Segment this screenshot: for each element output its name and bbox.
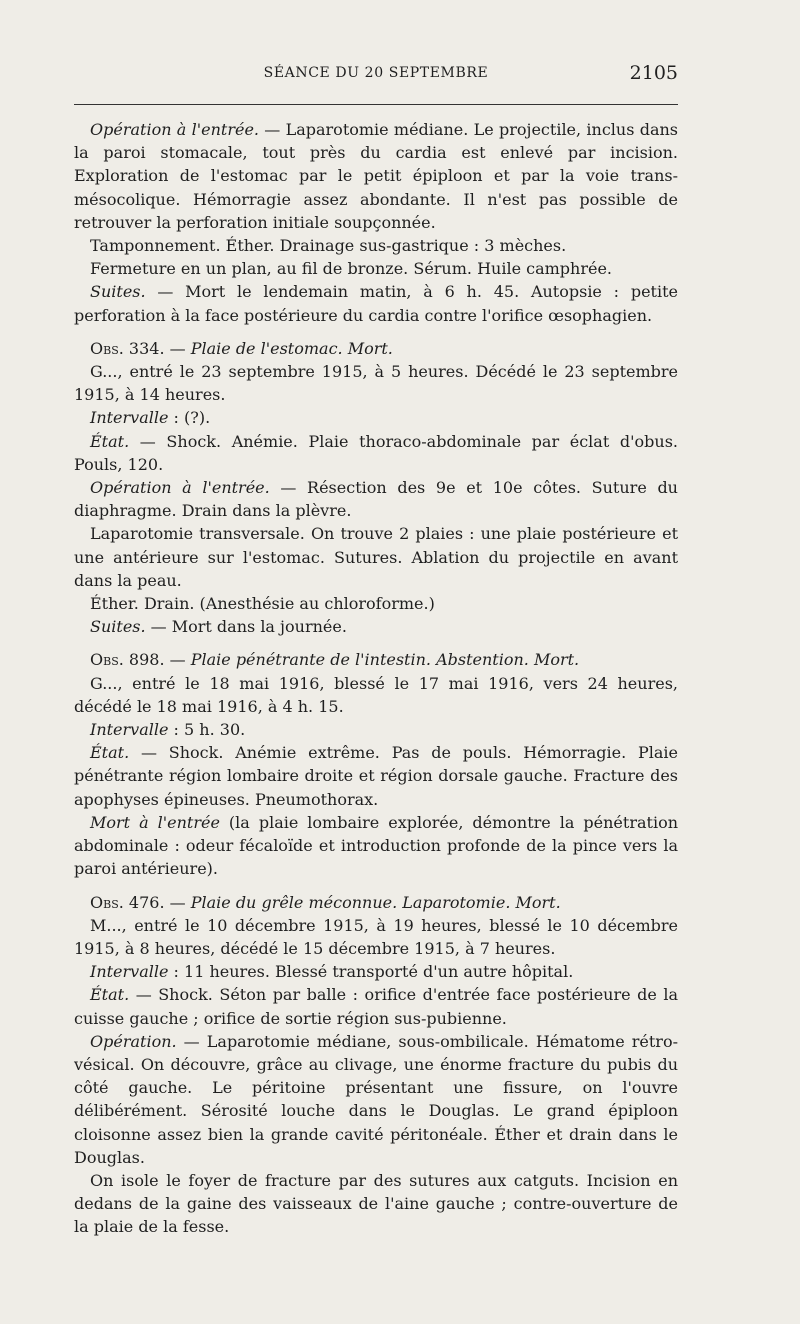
observation-title: Plaie de l'estomac. Mort. bbox=[190, 338, 393, 358]
paragraph-label: Suites. bbox=[90, 617, 146, 637]
paragraph-text: Éther. Drain. (Anesthésie au chloroforme.) bbox=[90, 594, 435, 614]
paragraph-label: Opération à l'entrée. bbox=[90, 478, 270, 498]
paragraph bbox=[74, 1169, 678, 1239]
paragraph-text: : 5 h. 30. bbox=[168, 720, 246, 740]
paragraph bbox=[74, 811, 678, 881]
paragraph bbox=[74, 430, 678, 476]
paragraph-label: Mort à l'entrée bbox=[90, 812, 220, 832]
paragraph-text: — bbox=[164, 892, 191, 912]
paragraph-label: Intervalle bbox=[90, 408, 169, 428]
observation-heading bbox=[74, 891, 678, 914]
paragraph bbox=[74, 280, 678, 326]
paragraph-text: — Shock. Anémie. Plaie thoraco-abdominale par éclat d'obus. Pouls, 120. bbox=[74, 431, 678, 474]
paragraph bbox=[74, 592, 678, 615]
paragraph-text: : (?). bbox=[168, 408, 211, 428]
paragraph-text: — Mort dans la journée. bbox=[145, 617, 347, 637]
paragraph bbox=[74, 118, 678, 234]
paragraph-text: (la plaie lombaire explorée, démontre la pénétration abdominale : odeur fécaloïde et introduction profonde de la pince vers la paroi antérieure). bbox=[74, 812, 679, 879]
paragraph bbox=[74, 257, 678, 280]
paragraph bbox=[74, 406, 678, 429]
paragraph bbox=[74, 718, 678, 741]
paragraph-text: On isole le foyer de fracture par des sutures aux catguts. Incision en dedans de la gaine des vaisseaux de l'aine gauche ; contre-ouverture de la plaie de la fesse. bbox=[74, 1170, 678, 1237]
paragraph bbox=[74, 960, 678, 983]
paragraph-text: — Laparotomie médiane, sous-ombilicale. Hématome rétro-vésical. On découvre, grâce au clivage, une énorme fracture du pubis du côté gauche. Le péritoine présentant une fissure, on l'ouvre délibérément. Sérosité louche dans le Douglas. Le grand épiploon cloisonne assez bien la grande cavité péritonéale. Éther et drain dans le Douglas. bbox=[74, 1031, 678, 1167]
paragraph-text: G..., entré le 23 septembre 1915, à 5 heures. Décédé le 23 septembre 1915, à 14 heures. bbox=[74, 362, 678, 405]
paragraph-label: Intervalle bbox=[90, 962, 169, 982]
paragraph-label: État. bbox=[90, 985, 130, 1005]
paragraph-label: État. bbox=[90, 743, 130, 763]
header-rule bbox=[74, 104, 678, 105]
paragraph bbox=[74, 522, 678, 592]
paragraph-label: Opération à l'entrée. bbox=[90, 120, 260, 139]
paragraph-text: — bbox=[164, 650, 191, 670]
paragraph-text: M..., entré le 10 décembre 1915, à 19 heures, blessé le 10 décembre 1915, à 8 heures, décédé le 15 décembre 1915, à 7 heures. bbox=[74, 915, 678, 958]
observation-number: Obs. 334. bbox=[90, 338, 165, 358]
paragraph-label: État. bbox=[90, 431, 130, 451]
paragraph-label: Suites. bbox=[90, 282, 146, 302]
paragraph bbox=[74, 672, 678, 718]
paragraph bbox=[74, 615, 678, 638]
paragraph bbox=[74, 741, 678, 811]
paragraph bbox=[74, 983, 678, 1029]
observation-title: Plaie du grêle méconnue. Laparotomie. Mort. bbox=[190, 892, 561, 912]
paragraph-text: — Mort le lendemain matin, à 6 h. 45. Autopsie : petite perforation à la face postérieure du cardia contre l'orifice œsophagien. bbox=[74, 282, 678, 325]
observation-number: Obs. 898. bbox=[90, 650, 165, 670]
paragraph bbox=[74, 476, 678, 522]
paragraph bbox=[74, 1030, 678, 1169]
paragraph-text: Tamponnement. Éther. Drainage sus-gastrique : 3 mèches. bbox=[90, 236, 567, 256]
document-body bbox=[74, 118, 678, 1239]
paragraph-text: — Shock. Anémie extrême. Pas de pouls. Hémorragie. Plaie pénétrante région lombaire droite et région dorsale gauche. Fracture des apophyses épineuses. Pneumothorax. bbox=[74, 743, 678, 809]
running-header bbox=[74, 62, 678, 86]
observation-heading bbox=[74, 337, 678, 360]
paragraph-text: — Laparotomie médiane. Le projectile, inclus dans la paroi stomacale, tout près du cardia est enlevé par incision. Exploration de l'estomac par le petit épiploon et par la voie trans-mésocolique. Hémorragie assez abondante. Il n'est pas possible de retrouver la perforation initiale soupçonnée. bbox=[74, 120, 678, 232]
paragraph-text: Laparotomie transversale. On trouve 2 plaies : une plaie postérieure et une antérieure sur l'estomac. Sutures. Ablation du projectile en avant dans la peau. bbox=[74, 524, 678, 590]
paragraph-label: Intervalle bbox=[90, 720, 169, 740]
observation-title: Plaie pénétrante de l'intestin. Abstention. Mort. bbox=[190, 650, 580, 670]
paragraph-text: : 11 heures. Blessé transporté d'un autre hôpital. bbox=[168, 962, 574, 982]
observation-number: Obs. 476. bbox=[90, 892, 165, 912]
paragraph-text: Fermeture en un plan, au fil de bronze. Sérum. Huile camphrée. bbox=[90, 259, 613, 279]
paragraph-text: — Shock. Séton par balle : orifice d'entrée face postérieure de la cuisse gauche ; orifice de sortie région sus-pubienne. bbox=[74, 985, 678, 1028]
observation-heading bbox=[74, 648, 678, 671]
page-number: 2105 bbox=[629, 62, 678, 84]
paragraph bbox=[74, 360, 678, 406]
paragraph-text: — bbox=[164, 338, 191, 358]
paragraph-label: Opération. bbox=[90, 1031, 177, 1051]
paragraph-text: — Résection des 9e et 10e côtes. Suture du diaphragme. Drain dans la plèvre. bbox=[74, 478, 678, 521]
paragraph bbox=[74, 234, 678, 257]
paragraph bbox=[74, 914, 678, 960]
header-title: SÉANCE DU 20 SEPTEMBRE bbox=[263, 65, 489, 81]
paragraph-text: G..., entré le 18 mai 1916, blessé le 17 mai 1916, vers 24 heures, décédé le 18 mai 1916, à 4 h. 15. bbox=[74, 673, 678, 716]
